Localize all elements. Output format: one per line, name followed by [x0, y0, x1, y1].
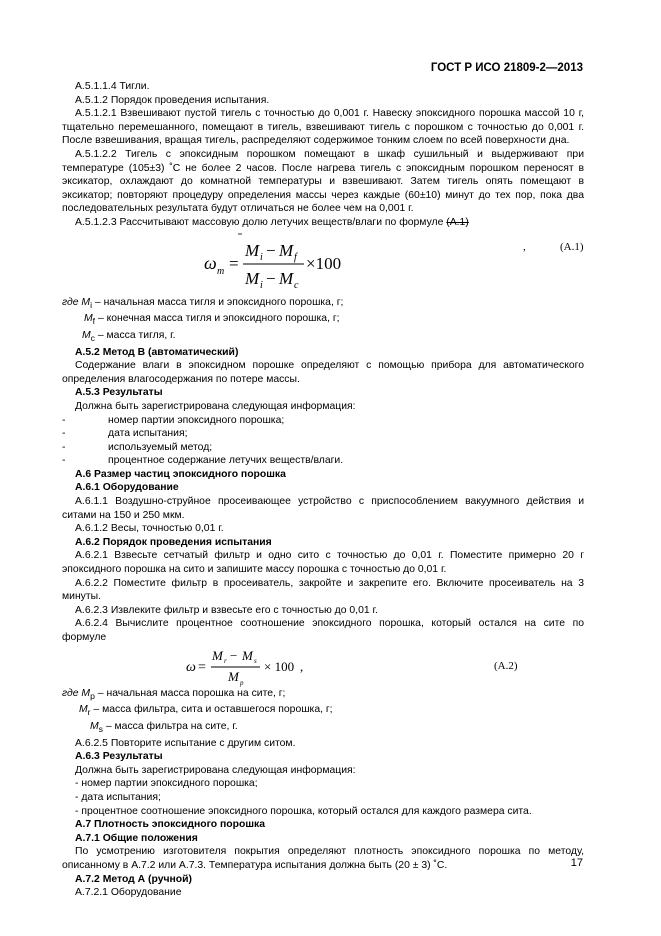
where2-sym-1: M	[81, 687, 91, 699]
where2-sym-2: M	[79, 704, 88, 716]
formula-a1	[62, 232, 584, 296]
where1-lead: где	[62, 296, 79, 308]
where2-sub-2: r	[87, 707, 91, 718]
heading-a63: А.6.3 Результаты	[75, 751, 163, 763]
where1-sub-1: i	[90, 299, 93, 310]
where2-sym-3: M	[90, 720, 99, 732]
para-a53: Должна быть зарегистрирована следующая информация:	[75, 400, 356, 412]
formula-a2	[62, 647, 584, 687]
para-a51-2: А.5.1.2 Порядок проведения испытания.	[75, 94, 270, 106]
heading-a7: А.7 Плотность эпоксидного порошка	[75, 819, 265, 831]
document-body	[62, 80, 584, 900]
para-a63: Должна быть зарегистрирована следующая информация:	[75, 764, 356, 776]
formula-a1-minus: −	[266, 240, 276, 260]
formula-a2-equals: =	[198, 659, 206, 675]
para-a61-1: А.6.1.1 Воздушно-струйное просеивающее устройство с приспособлением вакуумного действия и ситами на 150 и 250 мкм.	[62, 496, 584, 521]
para-a62-5: А.6.2.5 Повторите испытание с другим ситом.	[75, 737, 296, 749]
formula-a2-den-sub: p	[240, 678, 244, 687]
para-a62-2: А.6.2.2 Поместите фильтр в просеиватель, закройте и закрепите его. Включите просеиватель на 3 минуты.	[62, 577, 584, 603]
formula-a1-num-a: M	[245, 240, 260, 260]
list-item: - номер партии эпоксидного порошка;	[62, 414, 285, 426]
list-item: - дата испытания;	[75, 792, 161, 803]
para-a62-3: А.6.2.3 Извлеките фильтр и взвесьте его с точностью до 0,01 г.	[75, 604, 378, 616]
formula-a1-num-b: M	[279, 240, 294, 260]
formula-a2-lhs: ω	[186, 659, 196, 675]
list-item: - процентное содержание летучих веществ/влаги.	[62, 455, 344, 467]
where1-sub-2: f	[92, 316, 96, 327]
formula-a2-svg	[62, 647, 584, 687]
para-a51-2-3	[62, 216, 584, 230]
para-a52: Содержание влаги в эпоксидном порошке определяют с помощью прибора для автоматического определения влагосодержания по потере массы.	[62, 360, 584, 385]
para-a51-2-3-text: А.5.1.2.3 Рассчитывают массовую долю летучих веществ/влаги по формуле	[75, 216, 444, 228]
para-a62-1: А.6.2.1 Взвесьте сетчатый фильтр и одно сито с точностью до 0,01 г. Поместите примерно 20 г эпоксидного порошка на сито и запишите массу порошка с точностью до 0,01 г.	[62, 550, 584, 576]
where2-text-1: – начальная масса порошка на сите, г;	[94, 687, 286, 699]
para-a71: По усмотрению изготовителя покрытия определяют плотность эпоксидного порошка по методу, описанному в А.7.2 или А.7.3. Температура испытания должна быть (20 ± 3) ˚С.	[62, 846, 584, 871]
where2-lead: где	[62, 687, 79, 699]
formula-a1-svg	[62, 232, 584, 296]
para-a51-2-2: А.5.1.2.2 Тигель с эпоксидным порошком помещают в шкаф сушильный и выдерживают при температуре (105±3) ˚С не более 2 часов. После нагрева тигель с эпоксидным порошком переносят в эксикатор, охлаждают до комнатной температуры и взвешивают. Затем тигель опять помещают в эксикатор; повторяют процедуру определения массы через каждые (60±10) минут до тех пор, пока два последовательных результата будут отличаться не более чем на 0,001 г.	[62, 148, 584, 215]
para-a51-2-1: А.5.1.2.1 Взвешивают пустой тигель с точностью до 0,001 г. Навеску эпоксидного порошка массой 10 г, тщательно перемешанного, помещают в тигель, взвешивают тигель с порошком с точностью до 0,001 г. После взвешивания, вращая тигель, распределяют содержимое тонким слоем по всей поверхности дна.	[62, 108, 584, 147]
formula-a1-lhs: ω	[204, 252, 217, 273]
formula-a1-lhs-sub: m	[217, 265, 225, 277]
list-item: - используемый метод;	[62, 441, 213, 453]
formula-a1-den-a: M	[245, 268, 260, 288]
formula-a2-num-b: M	[242, 647, 253, 663]
formula-a2-minus: −	[230, 647, 238, 663]
heading-a71: А.7.1 Общие положения	[75, 832, 198, 844]
formula-a2-num-a-sub: r	[224, 656, 227, 665]
para-a72-1: А.7.2.1 Оборудование	[75, 887, 182, 899]
list-item: - дата испытания;	[62, 428, 188, 440]
formula-a1-comma: ,	[523, 240, 526, 253]
where1-sym-2: M	[84, 313, 93, 325]
heading-a53: А.5.3 Результаты	[75, 387, 163, 399]
where1-sym-1: M	[81, 296, 91, 308]
where1-sym-3: M	[82, 329, 91, 341]
formula-a1-number: (А.1)	[560, 240, 584, 253]
where1-text-3: – масса тигля, г.	[94, 329, 176, 341]
formula-a2-den: M	[228, 668, 239, 684]
formula-a2-comma: ,	[300, 658, 304, 674]
heading-a6: А.6 Размер частиц эпоксидного порошка	[75, 468, 286, 480]
formula-a2-num-a: M	[212, 647, 223, 663]
formula-a1-num-a-sub: i	[260, 251, 263, 263]
where2-text-3: – масса фильтра на сите, г.	[102, 720, 238, 732]
formula-a1-minus-den: −	[266, 268, 276, 288]
para-a51-1-4: А.5.1.1.4 Тигли.	[75, 81, 150, 92]
where1-sub-3: c	[90, 332, 95, 343]
formula-a2-num-b-sub: s	[254, 656, 257, 665]
heading-a72: А.7.2 Метод А (ручной)	[75, 873, 193, 885]
formula-a1-num-b-sub: f	[294, 251, 297, 263]
where1-row-2	[62, 312, 584, 329]
para-a61-2: А.6.1.2 Весы, точностью 0,01 г.	[75, 523, 224, 535]
heading-a61: А.6.1 Оборудование	[75, 482, 179, 494]
where1-text-1: – начальная масса тигля и эпоксидного порошка, г;	[92, 296, 344, 308]
formula-a1-mult: ×100	[306, 253, 342, 273]
heading-a52: А.5.2 Метод В (автоматический)	[75, 346, 239, 358]
page-number: 17	[570, 857, 583, 869]
where2-sub-3: s	[98, 724, 103, 735]
struck-reference: (А.1)	[446, 216, 469, 228]
where2-row-1	[62, 687, 584, 704]
formula-a1-equals: =	[229, 253, 239, 273]
where2-sub-1: p	[90, 690, 95, 701]
formula-a1-den-b: M	[279, 268, 294, 288]
para-a62-4: А.6.2.4 Вычислите процентное соотношение эпоксидного порошка, который остался на сите по формуле	[62, 618, 584, 644]
formula-a2-number: (А.2)	[494, 659, 518, 672]
where2-row-3	[62, 720, 584, 737]
list-item: - процентное соотношение эпоксидного порошка, который остался для каждого размера сита.	[75, 805, 532, 817]
formula-a2-mult: × 100	[264, 658, 295, 674]
list-item: - номер партии эпоксидного порошка;	[75, 778, 258, 790]
formula-a1-den-a-sub: i	[260, 279, 263, 291]
where2-row-2	[62, 703, 584, 720]
heading-a62: А.6.2 Порядок проведения испытания	[75, 536, 272, 548]
where1-row-3	[62, 329, 584, 346]
where1-text-2: – конечная масса тигля и эпоксидного порошка, г;	[95, 313, 340, 325]
where1-row-1	[62, 296, 584, 313]
document-header: ГОСТ Р ИСО 21809-2—2013	[430, 62, 583, 74]
where2-text-2: – масса фильтра, сита и оставшегося порошка, г;	[90, 704, 333, 716]
formula-a1-den-b-sub: c	[294, 279, 299, 291]
